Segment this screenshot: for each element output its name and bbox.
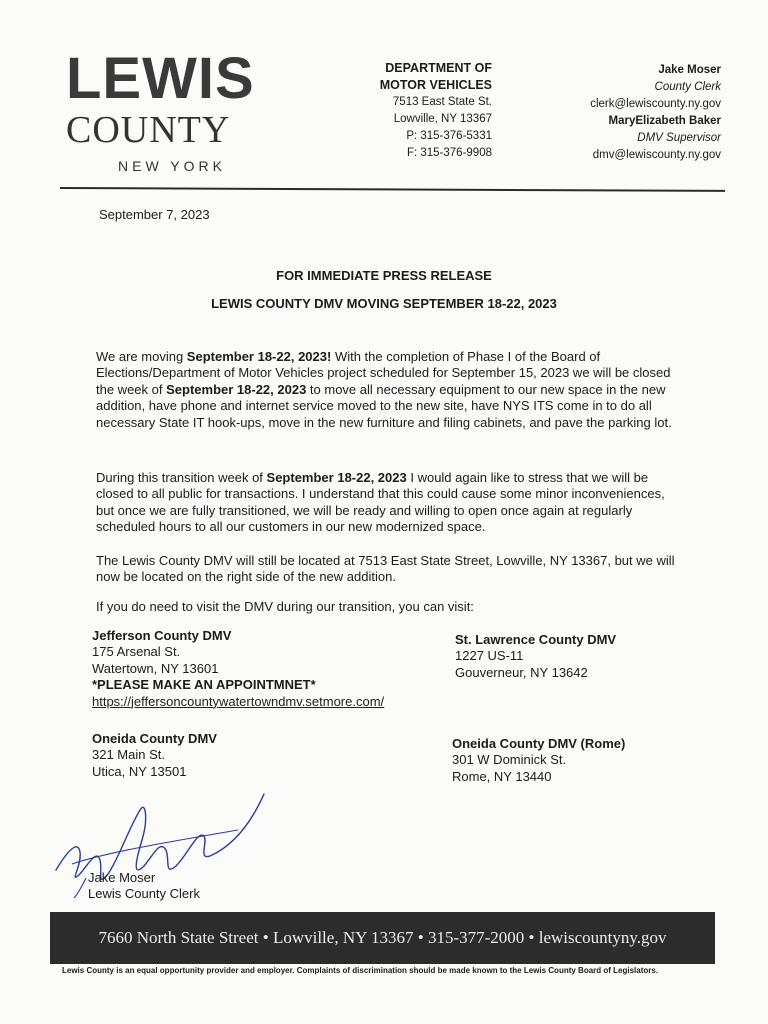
paragraph-2 — [96, 470, 676, 536]
p1-text-c: With the completion of Phase I of the Board of Elections/Department of Motor Vehicles project scheduled for September 15, 2023 we will be closed the week of — [96, 349, 671, 397]
letter-date: September 7, 2023 — [99, 207, 210, 222]
department-phone: P: 315-376-5331 — [406, 130, 492, 142]
logo-county-text: COUNTY — [66, 109, 231, 151]
location-jefferson — [92, 628, 442, 710]
signature-stroke-main — [56, 794, 264, 879]
location-oneida-rome — [452, 736, 682, 785]
footer-phone: 315-377-2000 — [427, 928, 525, 947]
paragraph-3 — [96, 553, 676, 586]
footer-separator-2: • — [417, 928, 424, 947]
signer-title: Lewis County Clerk — [88, 886, 200, 902]
p1-bold-date: September 18-22, 2023! — [186, 349, 332, 364]
clerk-title: County Clerk — [654, 81, 721, 93]
department-fax: F: 315-376-9908 — [406, 147, 492, 159]
p1-text-e: to move all necessary equipment to our new space in the new addition, have phone and internet service moved to the new site, have NYS ITS come in to do all necessary State IT hook-ups, move in the new furniture and filing cabinets, and pave the parking lot. — [96, 381, 672, 430]
p4-text: If you do need to visit the DMV during our transition, you can visit: — [96, 599, 474, 614]
p2-bold-week: September 18-22, 2023 — [266, 470, 407, 485]
footer-separator-1: • — [262, 928, 269, 947]
signer-name: Jake Moser — [88, 870, 156, 885]
signer-block — [88, 870, 200, 903]
st-lawrence-city: Gouverneur, NY 13642 — [455, 664, 588, 680]
footer-street: 7660 North State Street — [98, 928, 259, 947]
clerk-email[interactable]: clerk@lewiscounty.ny.gov — [590, 98, 721, 110]
rome-street: 301 W Dominick St. — [452, 752, 567, 768]
department-address-block — [340, 60, 492, 162]
rome-name: Oneida County DMV (Rome) — [452, 736, 626, 751]
oneida-name: Oneida County DMV — [92, 731, 217, 746]
contacts-block — [501, 62, 721, 164]
equal-opportunity-disclaimer: Lewis County is an equal opportunity provider and employer. Complaints of discrimination should be made known to the Lewis County Board of Legislators. — [62, 966, 659, 975]
st-lawrence-name: St. Lawrence County DMV — [455, 632, 617, 647]
headline-press-release: FOR IMMEDIATE PRESS RELEASE — [276, 268, 492, 283]
signature-stroke-underline — [72, 830, 238, 864]
department-name-line2: MOTOR VEHICLES — [379, 78, 492, 92]
logo-lewis-text: LEWIS — [66, 46, 255, 111]
department-street: 7513 East State St. — [392, 96, 492, 108]
jefferson-name: Jefferson County DMV — [92, 628, 232, 643]
rome-city: Rome, NY 13440 — [452, 768, 552, 784]
footer-address-bar — [50, 912, 715, 964]
footer-website[interactable]: lewiscountyny.gov — [538, 928, 667, 947]
logo-new-york-text: NEW YORK — [118, 158, 226, 174]
signature-stroke-tail — [74, 878, 86, 898]
p2-text-c: I would again like to stress that we will be closed to all public for transactions. I understand that this could cause some minor inconveniences, but once we are fully transitioned, we will be ready and willing to open once again at regularly scheduled hours to all our customers in our new modernized space. — [96, 470, 665, 535]
st-lawrence-street: 1227 US-11 — [455, 648, 524, 664]
supervisor-name: MaryElizabeth Baker — [608, 115, 721, 127]
p3-text: The Lewis County DMV will still be located at 7513 East State Street, Lowville, NY 13367, but we will now be located on the right side of the new addition. — [96, 553, 675, 585]
clerk-name: Jake Moser — [658, 64, 721, 76]
headline-dmv-moving: LEWIS COUNTY DMV MOVING SEPTEMBER 18-22, 2023 — [211, 296, 557, 311]
header-divider — [60, 187, 725, 192]
supervisor-email[interactable]: dmv@lewiscounty.ny.gov — [592, 149, 721, 161]
supervisor-title: DMV Supervisor — [637, 132, 721, 144]
location-oneida — [92, 731, 342, 780]
footer-separator-3: • — [528, 928, 535, 947]
paragraph-1 — [96, 349, 676, 431]
department-city: Lowville, NY 13367 — [393, 113, 492, 125]
footer-city: Lowville, NY 13367 — [272, 928, 414, 947]
location-st-lawrence — [455, 632, 675, 681]
jefferson-city: Watertown, NY 13601 — [92, 660, 219, 676]
jefferson-street: 175 Arsenal St. — [92, 644, 181, 660]
p1-text-a: We are moving — [96, 349, 187, 364]
department-name-line1: DEPARTMENT OF — [385, 61, 492, 75]
oneida-city: Utica, NY 13501 — [92, 763, 187, 779]
jefferson-appointment-link[interactable]: https://jeffersoncountywatertowndmv.setmore.com/ — [92, 693, 385, 709]
paragraph-4 — [96, 599, 676, 615]
lewis-county-logo — [66, 46, 266, 174]
p1-bold-week: September 18-22, 2023 — [166, 381, 307, 397]
jefferson-appointment-note: *PLEASE MAKE AN APPOINTMNET* — [92, 677, 316, 693]
p2-text-a: During this transition week of — [96, 470, 267, 485]
oneida-street: 321 Main St. — [92, 747, 165, 763]
